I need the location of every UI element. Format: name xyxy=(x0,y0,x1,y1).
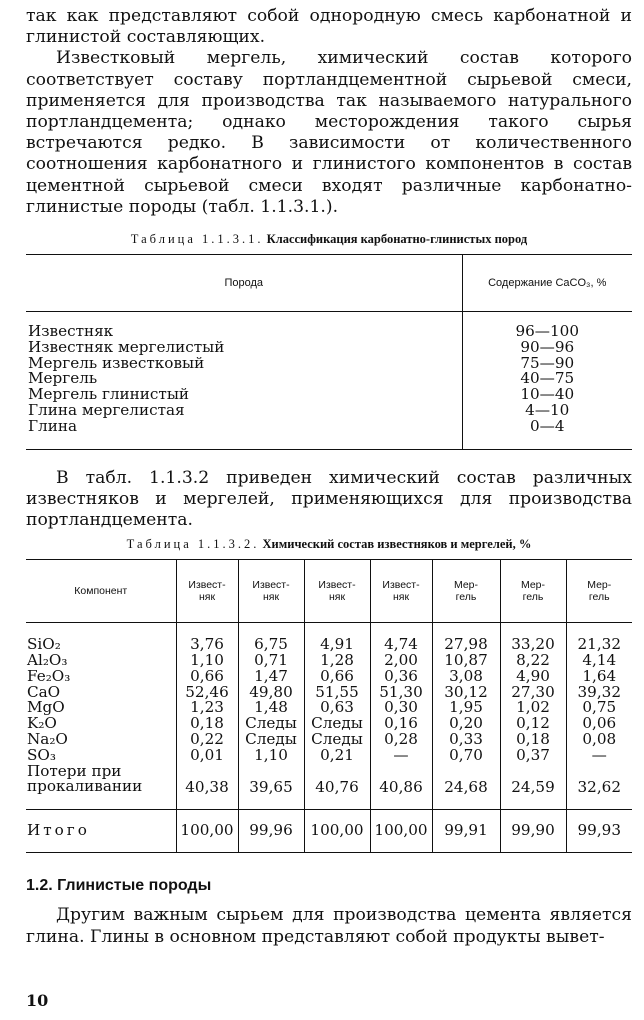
composition-value: 1,47 xyxy=(254,666,288,685)
paragraph-4: Другим важным сырьем для производства цемента является глина. Глины в основном представляют собой продукты вывет- xyxy=(26,905,632,947)
composition-value: 1,10 xyxy=(190,651,224,670)
composition-value: 0,08 xyxy=(582,730,617,748)
composition-value: 0,18 xyxy=(190,714,224,733)
composition-value: — xyxy=(393,745,409,764)
composition-value: 4,90 xyxy=(516,666,550,685)
caco3-range: 10—40 xyxy=(520,385,575,404)
header-sample: Извест- няк xyxy=(370,560,432,623)
component-name: SO₃ xyxy=(27,745,56,764)
rock-name: Мергель глинистый xyxy=(28,385,190,404)
composition-value: 0,33 xyxy=(449,730,483,748)
caco3-values-cell xyxy=(462,312,632,450)
composition-value: 0,22 xyxy=(190,730,224,748)
composition-value: 8,22 xyxy=(516,651,550,670)
composition-value: 2,00 xyxy=(384,651,418,670)
composition-value: Следы xyxy=(311,714,363,733)
composition-value: 40,38 xyxy=(185,777,229,796)
component-name: K₂O xyxy=(27,714,57,733)
header-sample: Мер- гель xyxy=(500,560,566,623)
total-value: 100,00 xyxy=(370,810,432,853)
component-name: Fe₂O₃ xyxy=(27,666,71,685)
composition-value: 24,68 xyxy=(444,777,488,796)
composition-value: 27,30 xyxy=(511,682,555,701)
composition-value: 51,30 xyxy=(379,682,423,701)
rock-classification-table xyxy=(26,254,632,450)
composition-value: 39,65 xyxy=(249,777,293,796)
caco3-range: 90—96 xyxy=(520,337,575,356)
composition-value: 0,71 xyxy=(254,651,288,670)
rock-name: Известняк мергелистый xyxy=(28,337,225,356)
sample-values-cell xyxy=(500,623,566,810)
component-name: MgO xyxy=(27,698,65,717)
composition-value: 0,20 xyxy=(449,714,483,733)
composition-value: 39,32 xyxy=(577,682,621,701)
total-value: 100,00 xyxy=(304,810,370,853)
table2-caption xyxy=(26,537,632,552)
composition-value: 0,30 xyxy=(384,698,418,717)
composition-value: 0,21 xyxy=(320,745,354,764)
composition-value: 10,87 xyxy=(444,651,488,670)
component-name: Al₂O₃ xyxy=(27,651,68,670)
rock-names-cell xyxy=(26,312,462,450)
sample-values-cell xyxy=(238,623,304,810)
composition-value: 1,28 xyxy=(320,651,354,670)
header-caco3: Содержание CaCO₃, % xyxy=(462,255,632,312)
total-value: 99,93 xyxy=(566,810,632,853)
sample-values-cell xyxy=(304,623,370,810)
composition-value: 0,37 xyxy=(516,745,550,764)
composition-value: 49,80 xyxy=(249,682,293,701)
paragraph-1: так как представляют собой однородную смесь карбонатной и глинистой составляющих. xyxy=(26,6,632,48)
composition-value: 0,36 xyxy=(384,666,418,685)
composition-value: Следы xyxy=(311,730,363,748)
composition-value: 1,64 xyxy=(582,666,617,685)
page-number: 10 xyxy=(26,991,49,1010)
rock-name: Глина xyxy=(28,416,78,435)
composition-value: 32,62 xyxy=(577,777,621,796)
caco3-range: 75—90 xyxy=(520,353,575,372)
paragraph-2: Известковый мергель, химический состав которого соответствует составу портландцементной сырьевой смеси, применяется для производства так называемого натурального портландцемента; однако месторождения такого сырья встречаются редко. В зависимости от количественного соотношения карбонатного и глинистого компонентов в состав цементной сырьевой смеси входят различные карбонатно-глинистые породы (табл. 1.1.3.1.). xyxy=(26,48,632,217)
composition-value: 21,32 xyxy=(577,635,621,654)
composition-value: 0,75 xyxy=(582,698,617,717)
header-sample: Извест- няк xyxy=(238,560,304,623)
component-name: Na₂O xyxy=(27,730,68,748)
caco3-range: 40—75 xyxy=(520,369,575,388)
composition-value: 0,70 xyxy=(449,745,483,764)
chemical-composition-table xyxy=(26,559,632,853)
composition-value: 40,76 xyxy=(315,777,359,796)
header-rock: Порода xyxy=(26,255,462,312)
composition-value: 6,75 xyxy=(254,635,288,654)
composition-value: 4,74 xyxy=(384,635,418,654)
sample-values-cell xyxy=(370,623,432,810)
composition-value: 1,10 xyxy=(254,745,288,764)
rock-name: Мергель известковый xyxy=(28,353,205,372)
composition-value: 0,63 xyxy=(320,698,354,717)
composition-value: 0,06 xyxy=(582,714,617,733)
total-value: 99,91 xyxy=(432,810,500,853)
composition-value: 0,01 xyxy=(190,745,224,764)
header-sample: Мер- гель xyxy=(566,560,632,623)
composition-value: — xyxy=(591,745,607,764)
total-label: Итого xyxy=(26,810,176,853)
composition-value: 1,48 xyxy=(254,698,288,717)
composition-value: 0,12 xyxy=(516,714,550,733)
composition-value: 33,20 xyxy=(511,635,555,654)
composition-value: 1,02 xyxy=(516,698,550,717)
rock-name: Глина мергелистая xyxy=(28,401,185,420)
component-name: Потери при прокаливании xyxy=(27,761,143,796)
composition-value: 51,55 xyxy=(315,682,359,701)
composition-value: 40,86 xyxy=(379,777,423,796)
component-name: CaO xyxy=(27,682,61,701)
table1-caption xyxy=(26,232,632,247)
total-value: 100,00 xyxy=(176,810,238,853)
composition-value: 27,98 xyxy=(444,635,488,654)
composition-value: Следы xyxy=(245,730,297,748)
total-value: 99,90 xyxy=(500,810,566,853)
rock-name: Известняк xyxy=(28,322,114,341)
rock-name: Мергель xyxy=(28,369,98,388)
sample-values-cell xyxy=(566,623,632,810)
total-value: 99,96 xyxy=(238,810,304,853)
composition-value: 3,76 xyxy=(190,635,224,654)
sample-values-cell xyxy=(176,623,238,810)
composition-value: 0,16 xyxy=(384,714,418,733)
composition-value: 4,91 xyxy=(320,635,354,654)
table2-caption-title: Химический состав известняков и мергелей, % xyxy=(262,537,532,552)
component-name: SiO₂ xyxy=(27,635,61,654)
table1-caption-title: Классификация карбонатно-глинистых пород xyxy=(266,232,528,247)
table2-caption-label: Таблица 1.1.3.2. xyxy=(126,537,260,552)
composition-value: 4,14 xyxy=(582,651,617,670)
header-sample: Мер- гель xyxy=(432,560,500,623)
composition-value: 0,66 xyxy=(190,666,224,685)
caco3-range: 96—100 xyxy=(515,322,579,341)
composition-value: 0,28 xyxy=(384,730,418,748)
composition-value: 1,23 xyxy=(190,698,224,717)
composition-value: Следы xyxy=(245,714,297,733)
caco3-range: 0—4 xyxy=(529,416,565,435)
component-names-cell xyxy=(26,623,176,810)
header-sample: Извест- няк xyxy=(176,560,238,623)
caco3-range: 4—10 xyxy=(525,401,570,420)
composition-value: 52,46 xyxy=(185,682,229,701)
composition-value: 24,59 xyxy=(511,777,555,796)
section-heading: 1.2. Глинистые породы xyxy=(26,877,212,895)
paragraph-3: В табл. 1.1.3.2 приведен химический состав различных известняков и мергелей, применяющихся для производства портландцемента. xyxy=(26,467,632,531)
composition-value: 1,95 xyxy=(449,698,483,717)
header-component: Компонент xyxy=(26,560,176,623)
composition-value: 0,18 xyxy=(516,730,550,748)
composition-value: 0,66 xyxy=(320,666,354,685)
composition-value: 3,08 xyxy=(449,666,483,685)
sample-values-cell xyxy=(432,623,500,810)
table1-caption-label: Таблица 1.1.3.1. xyxy=(130,232,264,247)
page xyxy=(26,6,632,948)
header-sample: Извест- няк xyxy=(304,560,370,623)
composition-value: 30,12 xyxy=(444,682,488,701)
